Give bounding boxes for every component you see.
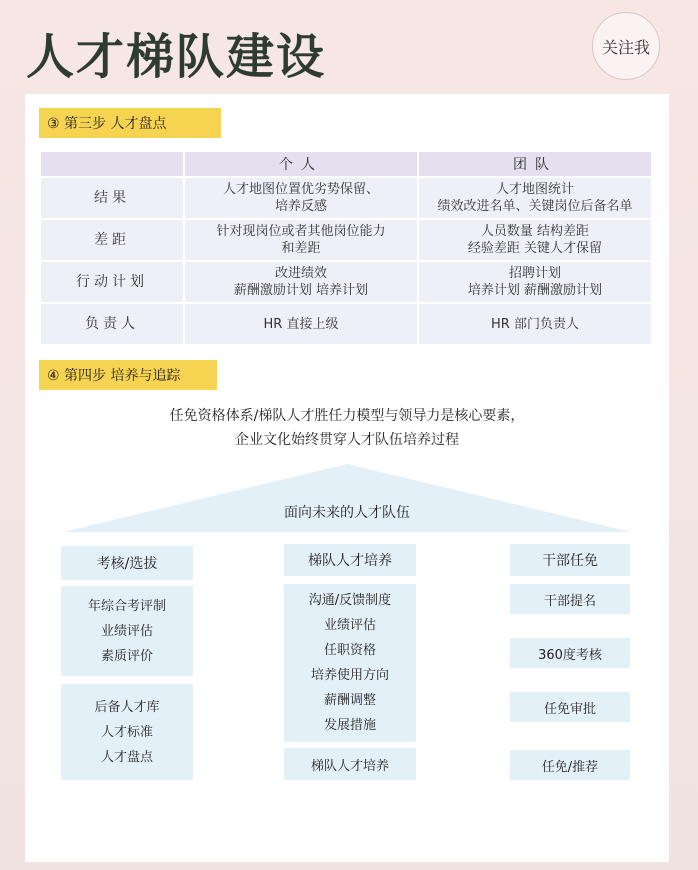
table-row <box>40 261 652 303</box>
list-item: 年综合考评制 <box>87 598 166 614</box>
table-header-cell <box>40 151 184 177</box>
right-item: 干部任免 <box>510 544 630 576</box>
step4-intro <box>25 404 669 452</box>
team-cell: 人员数量 结构差距 经验差距 关键人才保留 <box>418 219 652 261</box>
roof-label: 面向未来的人才队伍 <box>284 505 410 521</box>
list-item: 人才盘点 <box>100 749 153 765</box>
table-row <box>40 177 652 219</box>
list-item: 后备人才库 <box>94 699 160 715</box>
talent-review-table <box>39 150 653 346</box>
table-row <box>40 303 652 345</box>
right-item: 任免审批 <box>510 692 630 722</box>
list-item: 薪酬调整 <box>323 693 376 708</box>
roof-shape <box>63 464 631 534</box>
team-cell: 人才地图统计 绩效改进名单、关键岗位后备名单 <box>418 177 652 219</box>
table-header-cell: 个人 <box>184 151 418 177</box>
list-item: 业绩评估 <box>100 623 153 639</box>
list-item: 发展措施 <box>323 718 376 733</box>
list-item: 业绩评估 <box>323 618 376 633</box>
row-label: 行动计划 <box>40 261 184 303</box>
left-group-reserve <box>61 684 193 780</box>
middle-head: 梯队人才培养 <box>284 544 416 576</box>
right-item: 任免/推荐 <box>510 750 630 780</box>
page-title: 人才梯队建设 <box>26 29 327 85</box>
team-cell: 招聘计划 培养计划 薪酬激励计划 <box>418 261 652 303</box>
individual-cell: 改进绩效 薪酬激励计划 培养计划 <box>184 261 418 303</box>
right-item: 360度考核 <box>510 638 630 668</box>
list-item: 任职资格 <box>323 643 376 658</box>
intro-line: 任免资格体系/梯队人才胜任力模型与领导力是核心要素， <box>169 408 525 424</box>
table-header-cell: 团队 <box>418 151 652 177</box>
middle-group <box>284 584 416 742</box>
step4-badge: ④ 第四步 培养与追踪 <box>39 360 217 390</box>
list-item: 人才标准 <box>100 724 153 740</box>
row-label: 差距 <box>40 219 184 261</box>
step3-badge: ③ 第三步 人才盘点 <box>39 108 221 138</box>
row-label: 负责人 <box>40 303 184 345</box>
left-group-assess <box>61 586 193 676</box>
right-item: 干部提名 <box>510 584 630 614</box>
table-row <box>40 219 652 261</box>
table-header-row <box>40 151 652 177</box>
follow-button[interactable]: 关注我 <box>592 12 660 80</box>
row-label: 结果 <box>40 177 184 219</box>
middle-foot: 梯队人才培养 <box>284 748 416 780</box>
left-head: 考核/选拔 <box>61 546 193 580</box>
list-item: 培养使用方向 <box>310 668 389 683</box>
team-cell: HR 部门负责人 <box>418 303 652 345</box>
list-item: 素质评价 <box>100 648 153 664</box>
list-item: 沟通/反馈制度 <box>308 593 392 608</box>
individual-cell: 针对现岗位或者其他岗位能力 和差距 <box>184 219 418 261</box>
individual-cell: 人才地图位置优劣势保留、 培养反感 <box>184 177 418 219</box>
intro-line: 企业文化始终贯穿人才队伍培养过程 <box>235 432 459 448</box>
content-card <box>25 94 669 862</box>
individual-cell: HR 直接上级 <box>184 303 418 345</box>
